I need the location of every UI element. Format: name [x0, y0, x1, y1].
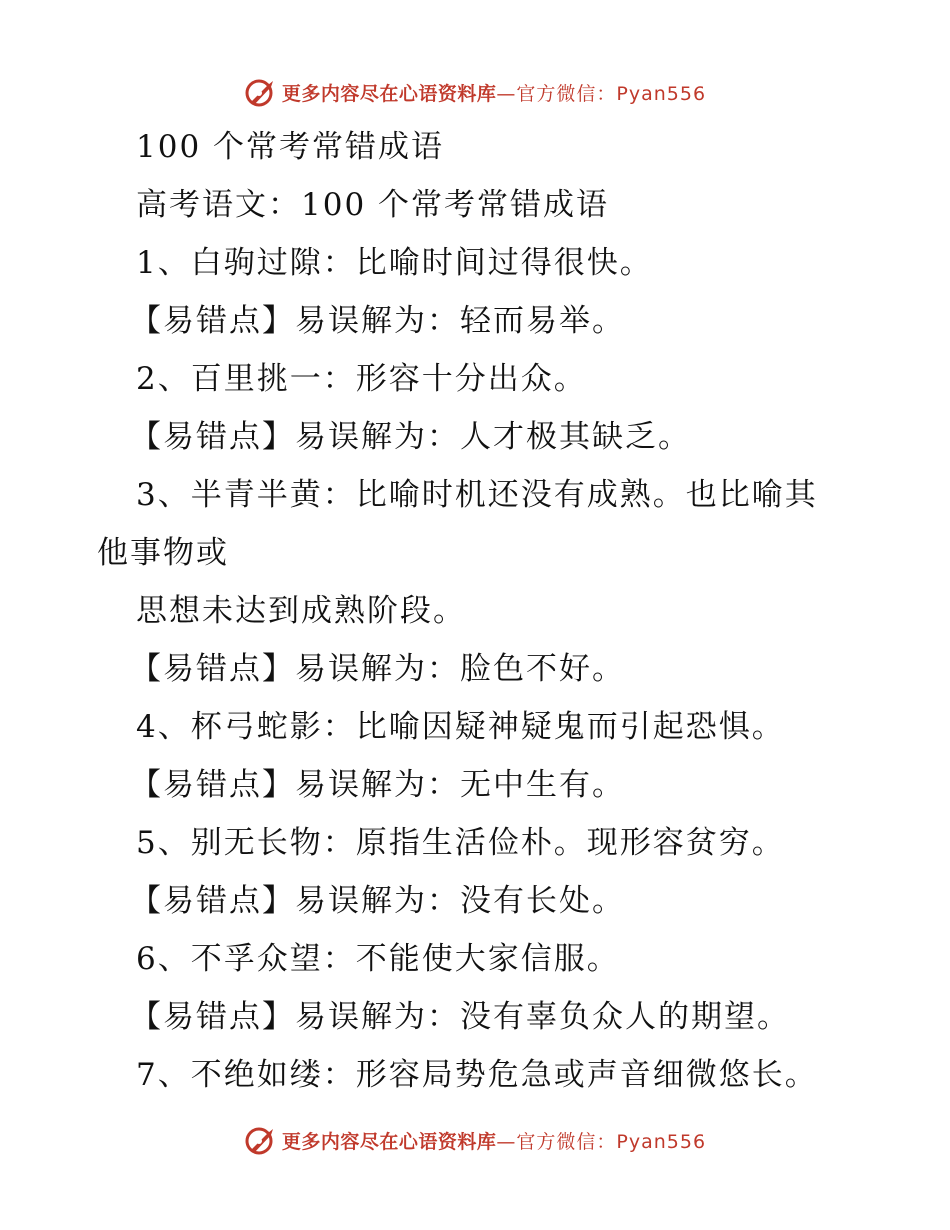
footer-wechat: —官方微信：Pyan556: [496, 1130, 707, 1153]
tip-line: 【易错点】易误解为：没有长处。: [130, 883, 625, 919]
entry-continuation-line: 思想未达到成熟阶段。: [136, 593, 466, 629]
pen-logo-icon: [244, 1123, 278, 1157]
doc-title: 100 个常考常错成语: [136, 129, 445, 165]
tip-line: 【易错点】易误解为：轻而易举。: [130, 303, 625, 339]
tip-line: 【易错点】易误解为：脸色不好。: [130, 651, 625, 687]
tip-line: 【易错点】易误解为：无中生有。: [130, 767, 625, 803]
tip-line: 【易错点】易误解为：人才极其缺乏。: [130, 419, 691, 455]
header-wechat: —官方微信：Pyan556: [496, 82, 707, 105]
tip-line: 【易错点】易误解为：没有辜负众人的期望。: [130, 999, 790, 1035]
header-banner: [0, 72, 950, 112]
entry-line: 7、不绝如缕：形容局势危急或声音细微悠长。: [136, 1057, 818, 1093]
footer-text: 更多内容尽在心语资料库: [281, 1130, 497, 1153]
header-text: 更多内容尽在心语资料库: [281, 82, 497, 105]
entry-line: 1、白驹过隙：比喻时间过得很快。: [136, 245, 653, 281]
entry-continuation-line: 他事物或: [97, 535, 229, 571]
entry-line: 2、百里挑一：形容十分出众。: [136, 361, 587, 397]
entry-line: 6、不孚众望：不能使大家信服。: [136, 941, 620, 977]
entry-line: 5、别无长物：原指生活俭朴。现形容贫穷。: [136, 825, 785, 861]
entry-line: 4、杯弓蛇影：比喻因疑神疑鬼而引起恐惧。: [136, 709, 785, 745]
footer-banner: [0, 1120, 950, 1160]
entry-line: 3、半青半黄：比喻时机还没有成熟。也比喻其: [136, 477, 818, 513]
doc-subtitle: 高考语文：100 个常考常错成语: [136, 187, 610, 223]
pen-logo-icon: [244, 75, 278, 109]
